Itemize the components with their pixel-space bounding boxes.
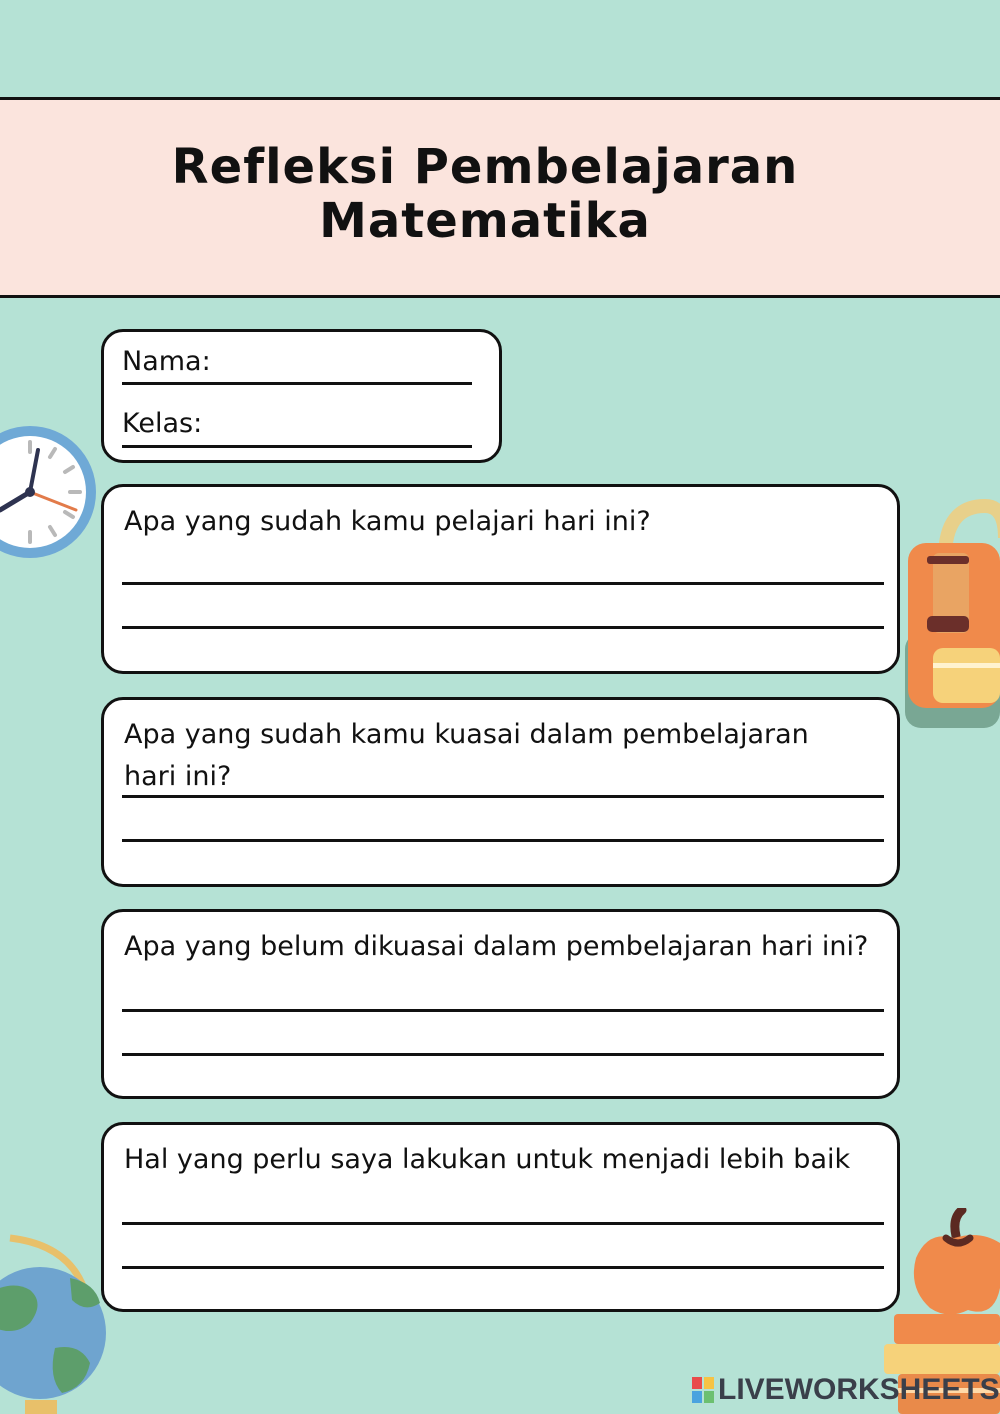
title-line-1: Refleksi Pembelajaran: [171, 139, 799, 195]
backpack-icon: [905, 498, 1000, 733]
question-card-2: [101, 697, 900, 887]
answer-line[interactable]: [122, 1222, 884, 1225]
class-label: Kelas:: [122, 408, 203, 439]
page-title: [0, 140, 970, 248]
answer-line[interactable]: [122, 1053, 884, 1056]
answer-line[interactable]: [122, 839, 884, 842]
clock-icon: [0, 422, 100, 562]
question-text-1: Apa yang sudah kamu pelajari hari ini?: [124, 506, 651, 537]
question-text-4: Hal yang perlu saya lakukan untuk menjadi lebih baik: [124, 1144, 851, 1175]
answer-line[interactable]: [122, 582, 884, 585]
name-label: Nama:: [122, 346, 211, 377]
liveworksheets-logo-icon: [692, 1377, 714, 1403]
title-line-2: Matematika: [319, 193, 651, 249]
question-text-2: Apa yang sudah kamu kuasai dalam pembelajaran hari ini?: [124, 719, 809, 792]
answer-line[interactable]: [122, 1266, 884, 1269]
answer-line[interactable]: [122, 795, 884, 798]
apple-icon: [908, 1208, 1000, 1316]
identity-card: [101, 329, 502, 463]
question-card-1: [101, 484, 900, 674]
brand-name: LIVEWORKSHEETS: [718, 1373, 1000, 1406]
brand-watermark: [692, 1372, 1000, 1408]
answer-line[interactable]: [122, 1009, 884, 1012]
question-text-3: Apa yang belum dikuasai dalam pembelajaran hari ini?: [124, 931, 869, 962]
name-line[interactable]: [122, 382, 472, 385]
class-line[interactable]: [122, 445, 472, 448]
question-card-4: [101, 1122, 900, 1312]
question-card-3: [101, 909, 900, 1099]
answer-line[interactable]: [122, 626, 884, 629]
globe-icon: [0, 1228, 115, 1414]
